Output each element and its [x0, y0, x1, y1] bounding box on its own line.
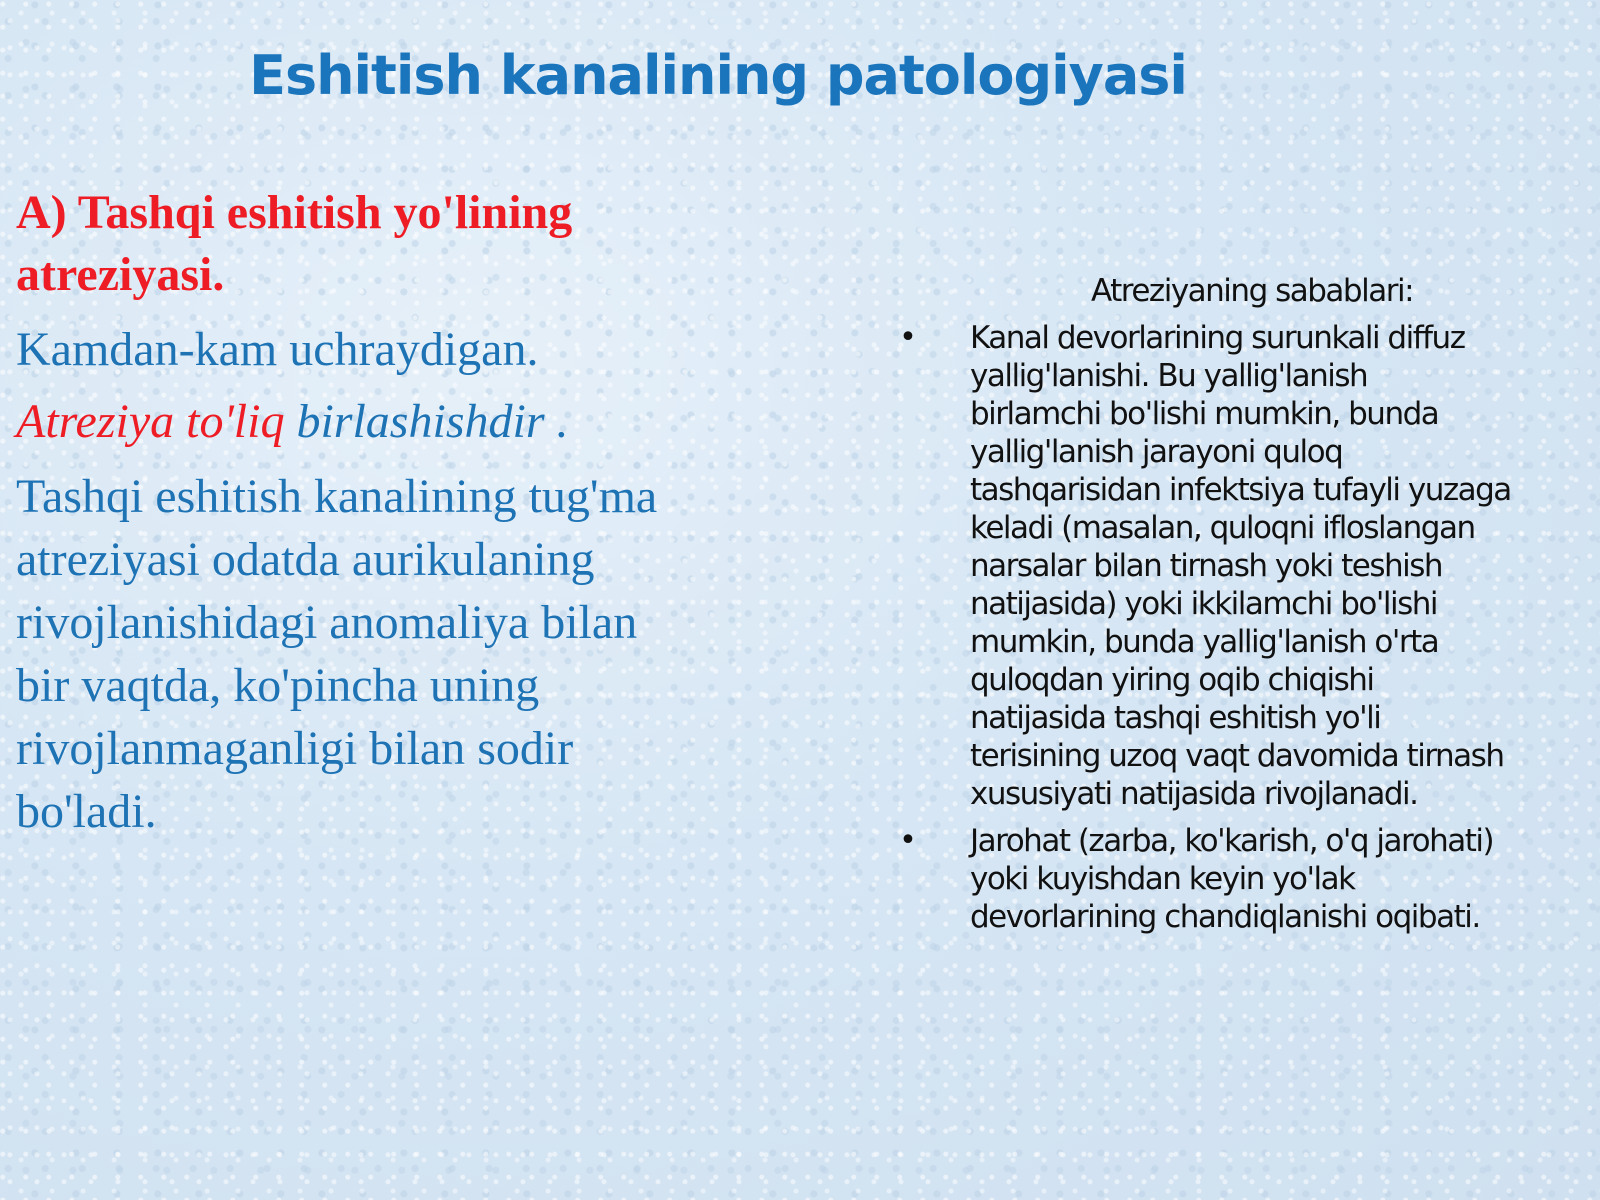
description-line: Tashqi eshitish kanalining tug'ma [16, 470, 658, 523]
definition-blue-part: birlashishdir . [296, 395, 569, 448]
list-item-line: tashqarisidan infektsiya tufayli yuzaga [970, 472, 1511, 508]
section-heading-line-1: A) Tashqi eshitish yo'lining [16, 186, 573, 239]
list-item-line: xususiyati natijasida rivojlanadi. [970, 776, 1418, 812]
rarity-text: Kamdan-kam uchraydigan. [16, 323, 539, 376]
right-column [898, 272, 1588, 945]
section-heading-line-2: atreziyasi. [16, 248, 225, 301]
list-item-line: birlamchi bo'lishi mumkin, bunda [970, 396, 1439, 432]
list-item [898, 319, 1588, 813]
list-item-line: natijasida) yoki ikkilamchi bo'lishi [970, 586, 1438, 622]
description-line: atreziyasi odatda aurikulaning [16, 533, 595, 586]
list-item-line: yoki kuyishdan keyin yo'lak [970, 861, 1355, 897]
list-item [898, 822, 1588, 936]
bullet-icon: • [899, 823, 917, 858]
list-item-line: yallig'lanish jarayoni quloq [970, 434, 1343, 470]
left-column [16, 182, 756, 843]
list-item-line: yallig'lanishi. Bu yallig'lanish [970, 358, 1368, 394]
list-item-line: quloqdan yiring oqib chiqishi [970, 662, 1374, 698]
description-paragraph [16, 465, 756, 843]
bullet-icon: • [899, 320, 917, 355]
section-heading [16, 182, 756, 306]
list-item-line: Kanal devorlarining surunkali diffuz [970, 320, 1465, 356]
list-item-line: mumkin, bunda yallig'lanish o'rta [970, 624, 1439, 660]
list-item-line: devorlarining chandiqlanishi oqibati. [970, 899, 1480, 935]
definition-text [16, 391, 756, 453]
list-item-line: Jarohat (zarba, ko'karish, o'q jarohati) [970, 823, 1494, 859]
list-item-line: terisining uzoq vaqt davomida tirnash [970, 738, 1504, 774]
list-item-line: natijasida tashqi eshitish yo'li [970, 700, 1381, 736]
definition-red-part: Atreziya to'liq [16, 395, 285, 448]
causes-list [898, 319, 1588, 936]
description-line: rivojlanishidagi anomaliya bilan [16, 596, 638, 649]
slide-title: Eshitish kanalining patologiyasi [249, 44, 1187, 107]
list-item-line: narsalar bilan tirnash yoki teshish [970, 548, 1443, 584]
list-item-line: keladi (masalan, quloqni ifloslangan [970, 510, 1475, 546]
causes-heading: Atreziyaning sabablari: [1090, 273, 1414, 309]
description-line: bir vaqtda, ko'pincha uning [16, 659, 540, 712]
description-line: rivojlanmaganligi bilan sodir [16, 722, 574, 775]
description-line: bo'ladi. [16, 785, 157, 838]
